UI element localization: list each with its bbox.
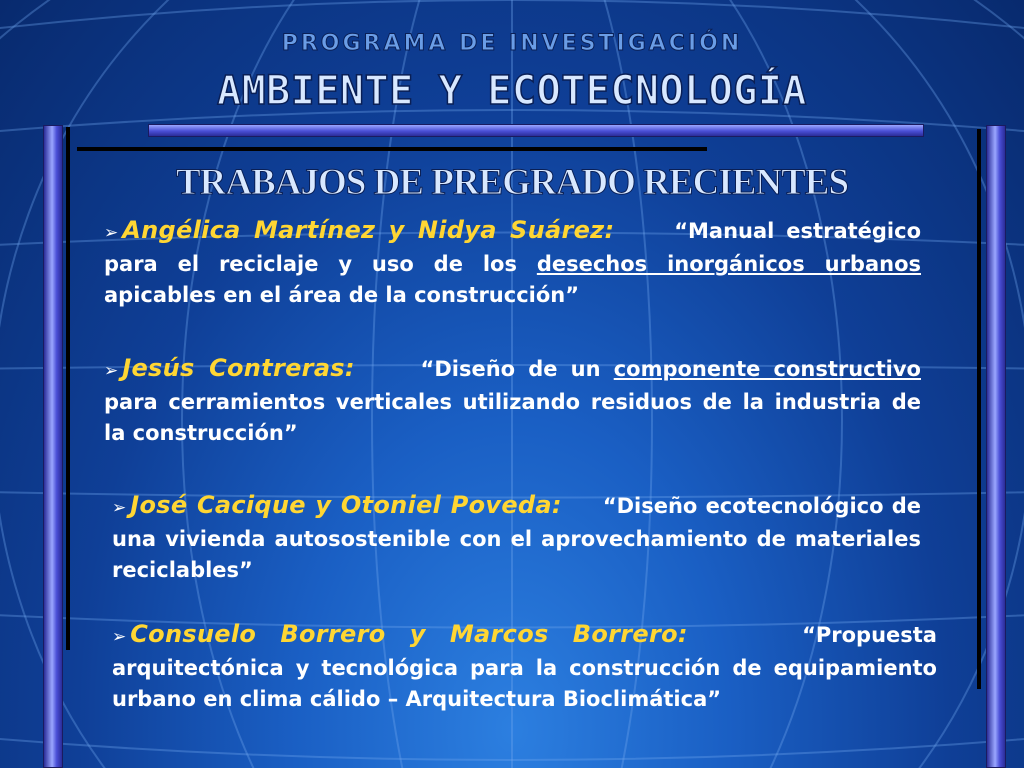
entry-underlined-text: desechos inorgánicos urbanos [536,252,921,276]
entry-1 [104,215,921,311]
bullet-arrow-icon: ➢ [112,498,127,518]
entry-text: “Diseño ecotecnológico de una vivienda autosostenible con el aprovechamiento de materiales reciclables” [112,494,921,582]
decorative-black-line-right [977,129,981,689]
program-name: AMBIENTE Y ECOTECNOLOGÍA [217,68,807,114]
entry-text: “Propuesta arquitectónica y tecnológica para la construcción de equipamiento urbano en clima cálido – Arquitectura Bioclimática” [112,623,937,711]
entry-author: Jesús Contreras: [122,354,355,382]
entry-text: “Manual estratégico para el reciclaje y uso de los [104,219,922,276]
bullet-arrow-icon: ➢ [112,627,127,647]
entry-2 [104,353,921,449]
decorative-horizontal-bar [148,124,924,137]
entry-4 [112,619,937,715]
entry-text: “Diseño de un [420,357,614,381]
entry-author: Angélica Martínez y Nidya Suárez: [122,216,615,244]
decorative-black-line-horizontal [77,147,707,151]
decorative-black-line-left [66,127,70,650]
entry-underlined-text: componente constructivo [613,357,921,381]
bullet-arrow-icon: ➢ [104,361,119,381]
entry-3 [112,490,921,586]
bullet-arrow-icon: ➢ [104,223,119,243]
entry-author: José Cacique y Otoniel Poveda: [130,491,562,519]
entry-author: Consuelo Borrero y Marcos Borrero: [130,620,688,648]
section-title: TRABAJOS DE PREGRADO RECIENTES [175,162,849,203]
entry-text: apicables en el área de la construcción” [104,283,580,307]
decorative-left-bar [43,125,63,768]
decorative-right-bar [986,125,1006,768]
program-label: PROGRAMA DE INVESTIGACIÓN [281,31,743,56]
entry-text: para cerramientos verticales utilizando residuos de la industria de la construcción” [104,390,921,445]
